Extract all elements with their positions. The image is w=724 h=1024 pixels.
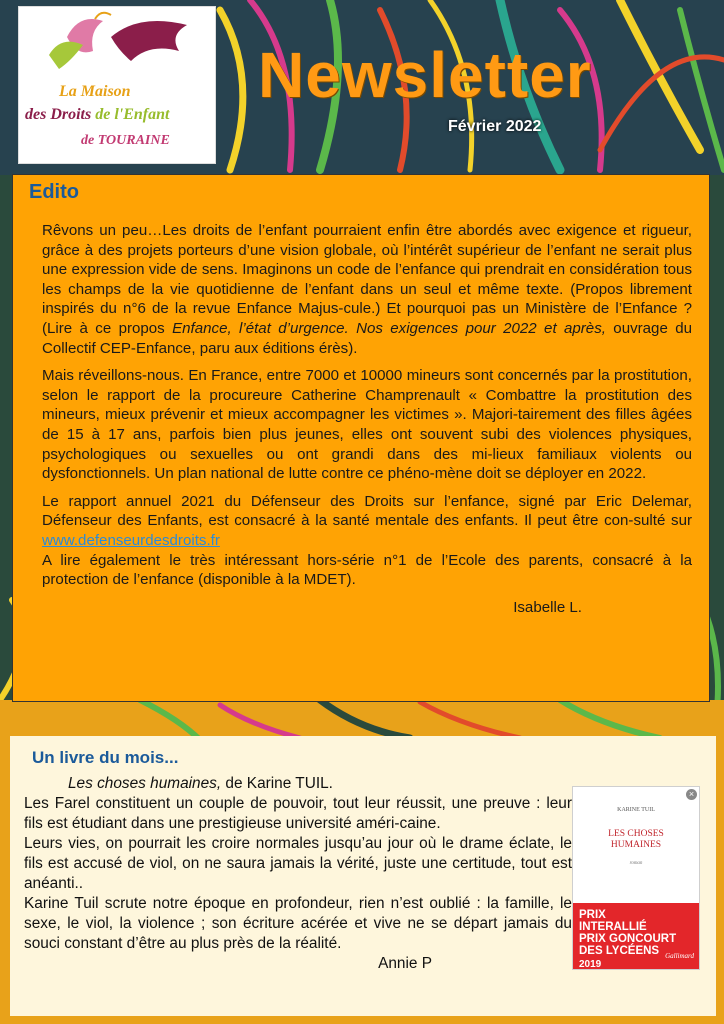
edito-body (42, 221, 692, 617)
logo-shapes-icon (19, 7, 215, 87)
logo-line-droits (25, 106, 169, 124)
cover-title-line-2: HUMAINES (610, 840, 662, 850)
cover-publisher: Gallimard (665, 952, 694, 960)
edito-p3-text: Le rapport annuel 2021 du Défenseur des Droits sur l’enfance, signé par Eric Delemar, Défenseur des Enfants, est consacré à la santé mentale des enfants. Il peut être con-sulté sur (42, 492, 692, 530)
cover-genre: roman (629, 861, 643, 866)
book-title: Les choses humaines, (68, 775, 222, 792)
edito-p1-text: Rêvons un peu…Les droits de l’enfant pourraient enfin être abordés avec exigence et rigueur, grâce à des projets porteurs d’une vision globale, où l’intérêt supérieur de l’enfant ne serait plus une expression vide de sens. Imaginons un code de l’enfance qui prendrait en considération tous les champs de la vie quotidienne de l’enfant dans un seul et même texte. (Propos librement inspirés du n°6 de la revue Enfance Majus-cule.) Et pourquoi pas un Ministère de l’Enfance ? (Lire à ce propos (42, 222, 692, 337)
newsletter-date: Février 2022 (448, 118, 542, 135)
band-goncourt: PRIX GONCOURT (579, 933, 677, 945)
logo (18, 6, 216, 164)
book-paragraph-2: Leurs vies, on pourrait les croire normales jusqu’au jour où le drame éclate, le fils est accusé de viol, on ne saura jamais la vérité, juste une certitude, tout est anéanti.. (24, 835, 572, 892)
logo-droits: Droits (50, 106, 92, 123)
book-signature: Annie P (378, 955, 432, 972)
book-author: de Karine TUIL. (221, 775, 333, 792)
cover-title (573, 829, 699, 851)
band-year: 2019 (579, 959, 602, 970)
cover-title-line-1: LES CHOSES (608, 829, 664, 839)
logo-line-touraine: de TOURAINE (81, 133, 170, 148)
edito-paragraph-1 (42, 221, 692, 358)
edito-section (12, 174, 710, 702)
edito-paragraph-2: Mais réveillons-nous. En France, entre 7000 et 10000 mineurs sont concernés par la prostitution, selon le rapport de la procureure Catherine Champrenault « Combattre la prostitution des mineurs, mieux prévenir et mieux accompagner les victimes ». Majori-tairement des filles âgées de 15 à 17 ans, parfois bien plus jeunes, elles ont souvent subi des violences physiques, psychologiques ou sexuelles ou ont grandi dans des mi-lieux familiaux violents ou dysfonctionnels. Un plan national de lutte contre ce phéno-mène doit se déployer en 2022. (42, 367, 692, 483)
cover-prize-band (573, 903, 699, 970)
close-icon[interactable]: × (686, 789, 697, 800)
logo-line-maison: La Maison (59, 83, 131, 100)
book-paragraph-3: Karine Tuil scrute notre époque en profondeur, rien n’est oublié : la famille, le sexe, le viol, la violence ; son écriture acérée et vive ne se départ jamais du souci constant d’être au plus près de la réalité. (24, 895, 572, 952)
edito-signature: Isabelle L. (513, 598, 582, 616)
defenseur-link[interactable]: www.defenseurdesdroits.fr (42, 531, 220, 549)
book-of-month-heading: Un livre du mois... (32, 748, 179, 767)
band-prix: PRIX (579, 909, 606, 921)
cover-author: KARINE TUIL (617, 807, 655, 813)
book-title-line (24, 774, 572, 794)
book-cover-image (572, 786, 700, 970)
logo-de: de (91, 106, 115, 123)
edito-paragraph-4: A lire également le très intéressant hors-série n°1 de l’Ecole des parents, consacré à la protection de l’enfance (disponible à la MDET). (42, 551, 692, 589)
edito-p1-book-title: Enfance, l’état d’urgence. Nos exigences pour 2022 et après, (172, 319, 606, 337)
band-interallie: INTERALLIÉ (579, 921, 647, 933)
logo-des: des (25, 106, 51, 123)
band-lyceens: DES LYCÉENS (579, 945, 660, 957)
edito-paragraph-3 (42, 492, 692, 551)
logo-enfant: l'Enfant (114, 106, 170, 123)
edito-p1-end: ouvrage du Collectif CEP-Enfance, paru aux éditions érès). (42, 319, 692, 357)
book-paragraph-1: Les Farel constituent un couple de pouvoir, tout leur réussit, une preuve : leur fils est étudiant dans une prestigieuse université améri-caine. (24, 795, 572, 832)
newsletter-title: Newsletter (258, 39, 592, 111)
edito-heading: Edito (29, 181, 79, 203)
book-of-month-body (24, 774, 572, 974)
